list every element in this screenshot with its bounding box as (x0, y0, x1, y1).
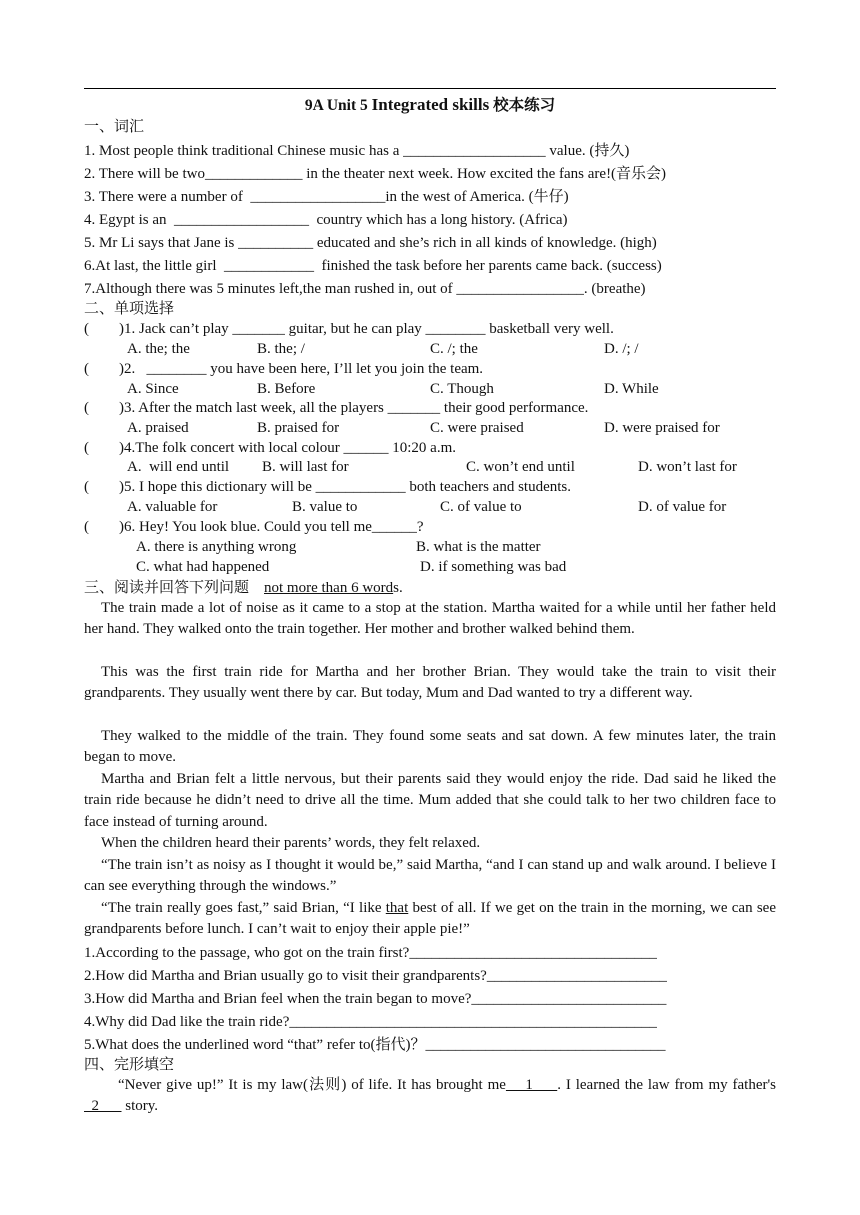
mc-question-6: ( )6. Hey! You look blue. Could you tell me______? (84, 519, 424, 535)
mc-option: A. valuable for (127, 499, 218, 515)
vocab-item-1: 1. Most people think traditional Chinese music has a ___________________ value. (持久) (84, 143, 630, 159)
cloze-blank-1: 1 (505, 1077, 558, 1093)
mc-option: B. praised for (257, 420, 340, 436)
vocab-item-3: 3. There were a number of __________________in the west of America. (牛仔) (84, 189, 569, 205)
page-title: 9A Unit 5 Integrated skills 校本练习 (304, 95, 556, 114)
mc-option: B. the; / (257, 341, 305, 357)
mc-option: B. will last for (262, 459, 349, 475)
mc-option: D. won’t last for (638, 459, 737, 475)
mc-option: C. won’t end until (466, 459, 575, 475)
mc-question-5: ( )5. I hope this dictionary will be ____________ both teachers and students. (84, 479, 571, 495)
reading-question-3: 3.How did Martha and Brian feel when the train began to move?__________________________ (84, 991, 667, 1007)
section-1-heading: 一、词汇 (84, 119, 145, 135)
mc-question-3: ( )3. After the match last week, all the players _______ their good performance. (84, 400, 589, 416)
mc-question-4: ( )4.The folk concert with local colour ______ 10:20 a.m. (84, 440, 456, 456)
section-4-heading: 四、完形填空 (84, 1057, 175, 1073)
mc-option: A. there is anything wrong (136, 539, 297, 555)
instruction-underlined: not more than 6 word (264, 580, 394, 596)
vocab-item-2: 2. There will be two_____________ in the theater next week. How excited the fans are!(音乐会) (84, 166, 667, 182)
mc-option: A. will end until (127, 459, 230, 475)
mc-question-1: ( )1. Jack can’t play _______ guitar, but he can play ________ basketball very well. (84, 321, 614, 337)
mc-option: C. /; the (430, 341, 478, 357)
mc-option: A. Since (127, 381, 179, 397)
mc-option: D. were praised for (604, 420, 720, 436)
header-rule (84, 88, 776, 89)
mc-option: C. Though (430, 381, 494, 397)
mc-option: C. what had happened (136, 559, 270, 575)
vocab-item-5: 5. Mr Li says that Jane is __________ educated and she’s rich in all kinds of knowledge. (high) (84, 235, 657, 251)
mc-option: C. were praised (430, 420, 524, 436)
reading-question-1: 1.According to the passage, who got on the train first?_________________________________ (84, 945, 657, 961)
underlined-word-that: that (385, 900, 409, 916)
passage-paragraph: The train made a lot of noise as it came to a stop at the station. Martha waited for a while until her father held her hand. They walked onto the train together. Her mother and brother walked behind them. (84, 600, 776, 638)
section-3-heading: 三、阅读并回答下列问题 not more than 6 words. (84, 580, 403, 596)
mc-option: D. /; / (604, 341, 639, 357)
reading-question-2: 2.How did Martha and Brian usually go to visit their grandparents?________________________ (84, 968, 667, 984)
passage-paragraph: Martha and Brian felt a little nervous, but their parents said they would enjoy the ride. Dad said he liked the train ride because he didn’t need to drive all the time. Mum added that she could talk to her two children face to face instead of turning around. (84, 771, 776, 830)
mc-question-2: ( )2. ________ you have been here, I’ll let you join the team. (84, 361, 484, 377)
passage-paragraph: They walked to the middle of the train. They found some seats and sat down. A few minutes later, the train began to move. (84, 728, 776, 766)
passage-paragraph: “The train isn’t as noisy as I thought it would be,” said Martha, “and I can stand up and walk around. I believe I can see everything through the windows.” (84, 857, 776, 895)
mc-option: A. the; the (127, 341, 190, 357)
mc-option: B. value to (292, 499, 358, 515)
vocab-item-7: 7.Although there was 5 minutes left,the man rushed in, out of _________________. (breathe) (84, 281, 646, 297)
section-2-heading: 二、单项选择 (84, 301, 175, 317)
cloze-paragraph: “Never give up!” It is my law(法则) of life. It has brought me 1 . I learned the law from my father's 2 story. (84, 1077, 777, 1115)
vocab-item-4: 4. Egypt is an __________________ country which has a long history. (Africa) (84, 212, 568, 228)
mc-option: D. of value for (638, 499, 727, 515)
passage-paragraph: When the children heard their parents’ words, they felt relaxed. (101, 835, 481, 851)
cloze-blank-2: 2 (84, 1098, 122, 1115)
passage-paragraph-last: “The train really goes fast,” said Brian, “I like that best of all. If we get on the train in the morning, we can see grandparents before lunch. I can’t wait to enjoy their apple pie!” (84, 900, 776, 938)
mc-option: D. While (604, 381, 659, 397)
mc-option: B. what is the matter (416, 539, 541, 555)
mc-option: C. of value to (440, 499, 522, 515)
mc-option: B. Before (257, 381, 316, 397)
passage-paragraph: This was the first train ride for Martha and her brother Brian. They would take the train to visit their grandparents. They usually went there by car. But today, Mum and Dad wanted to try a different way. (84, 664, 776, 702)
reading-question-5: 5.What does the underlined word “that” refer to(指代)？________________________________ (84, 1037, 666, 1053)
vocab-item-6: 6.At last, the little girl ____________ finished the task before her parents came back. (success) (84, 258, 662, 274)
reading-question-4: 4.Why did Dad like the train ride?_________________________________________________ (84, 1014, 657, 1030)
mc-option: A. praised (127, 420, 189, 436)
mc-option: D. if something was bad (420, 559, 567, 575)
